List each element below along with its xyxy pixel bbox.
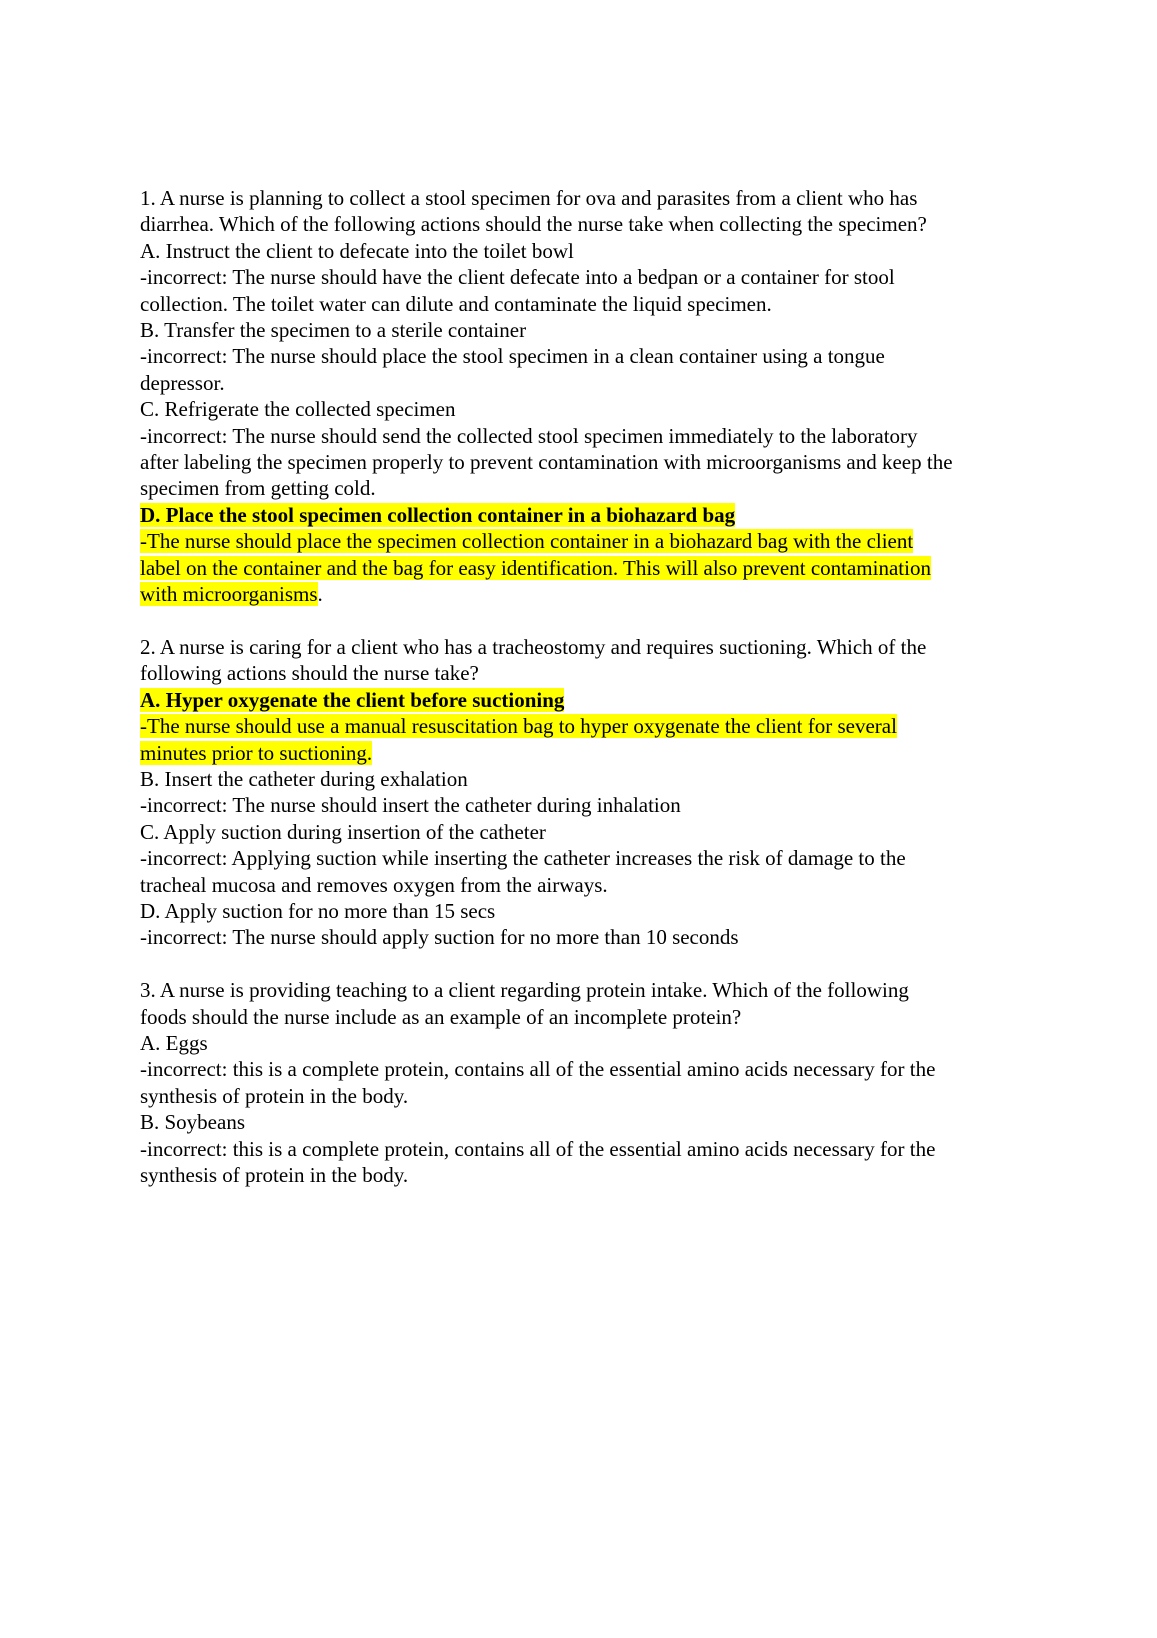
correct-answer-option: A. Hyper oxygenate the client before suctioning	[140, 687, 565, 712]
question-2	[140, 634, 1040, 951]
answer-option: A. Instruct the client to defecate into the toilet bowl	[140, 238, 574, 263]
option-rationale: specimen from getting cold.	[140, 476, 376, 501]
option-rationale: -incorrect: this is a complete protein, contains all of the essential amino acids necessary for the	[140, 1136, 936, 1161]
correct-answer-rationale: -The nurse should place the specimen collection container in a biohazard bag with the client	[140, 529, 914, 554]
option-rationale: synthesis of protein in the body.	[140, 1163, 409, 1187]
correct-rationale-line	[140, 713, 1040, 739]
question-3	[140, 977, 1040, 1188]
question-1	[140, 185, 1040, 608]
answer-option: C. Apply suction during insertion of the catheter	[140, 819, 546, 844]
correct-answer-rationale: -The nurse should use a manual resuscitation bag to hyper oxygenate the client for several	[140, 714, 897, 739]
option-rationale: -incorrect: Applying suction while inserting the catheter increases the risk of damage to the	[140, 846, 906, 871]
option-rationale: -incorrect: this is a complete protein, contains all of the essential amino acids necessary for the	[140, 1057, 936, 1082]
correct-answer-rationale: label on the container and the bag for easy identification. This will also prevent contamination	[140, 555, 931, 580]
answer-option: C. Refrigerate the collected specimen	[140, 397, 456, 422]
answer-option: D. Apply suction for no more than 15 secs	[140, 898, 496, 923]
option-rationale: collection. The toilet water can dilute and contaminate the liquid specimen.	[140, 291, 772, 316]
option-rationale: after labeling the specimen properly to prevent contamination with microorganisms and keep the	[140, 450, 953, 475]
option-rationale: -incorrect: The nurse should apply suction for no more than 10 seconds	[140, 925, 739, 950]
option-rationale: synthesis of protein in the body.	[140, 1083, 409, 1108]
option-rationale: -incorrect: The nurse should place the stool specimen in a clean container using a tongue	[140, 344, 885, 369]
question-stem: diarrhea. Which of the following actions should the nurse take when collecting the specimen?	[140, 212, 927, 237]
trailing-period: .	[317, 582, 323, 607]
option-rationale: -incorrect: The nurse should insert the catheter during inhalation	[140, 793, 681, 818]
answer-option: B. Soybeans	[140, 1110, 245, 1135]
answer-option: A. Eggs	[140, 1030, 208, 1055]
answer-option: B. Insert the catheter during exhalation	[140, 766, 468, 791]
option-rationale: -incorrect: The nurse should send the collected stool specimen immediately to the laboratory	[140, 423, 918, 448]
correct-answer-rationale: minutes prior to suctioning.	[140, 740, 373, 765]
correct-answer-rationale: with microorganisms	[140, 582, 318, 607]
question-stem: following actions should the nurse take?	[140, 661, 479, 686]
correct-rationale-line	[140, 528, 1040, 554]
correct-rationale-line	[140, 581, 1040, 607]
question-stem: 2. A nurse is caring for a client who has a tracheostomy and requires suctioning. Which of the	[140, 634, 927, 659]
option-rationale: tracheal mucosa and removes oxygen from the airways.	[140, 872, 608, 897]
question-stem: 3. A nurse is providing teaching to a client regarding protein intake. Which of the following	[140, 978, 909, 1003]
correct-answer-option: D. Place the stool specimen collection container in a biohazard bag	[140, 502, 736, 527]
correct-rationale-line	[140, 740, 1040, 766]
answer-option: B. Transfer the specimen to a sterile container	[140, 318, 527, 343]
document-body	[140, 185, 1040, 1215]
question-stem: foods should the nurse include as an example of an incomplete protein?	[140, 1004, 742, 1029]
correct-answer-line	[140, 687, 1040, 713]
option-rationale: -incorrect: The nurse should have the client defecate into a bedpan or a container for stool	[140, 265, 895, 290]
correct-answer-line	[140, 502, 1040, 528]
question-stem: 1. A nurse is planning to collect a stool specimen for ova and parasites from a client who has	[140, 186, 918, 210]
option-rationale: depressor.	[140, 370, 225, 395]
correct-rationale-line	[140, 555, 1040, 581]
